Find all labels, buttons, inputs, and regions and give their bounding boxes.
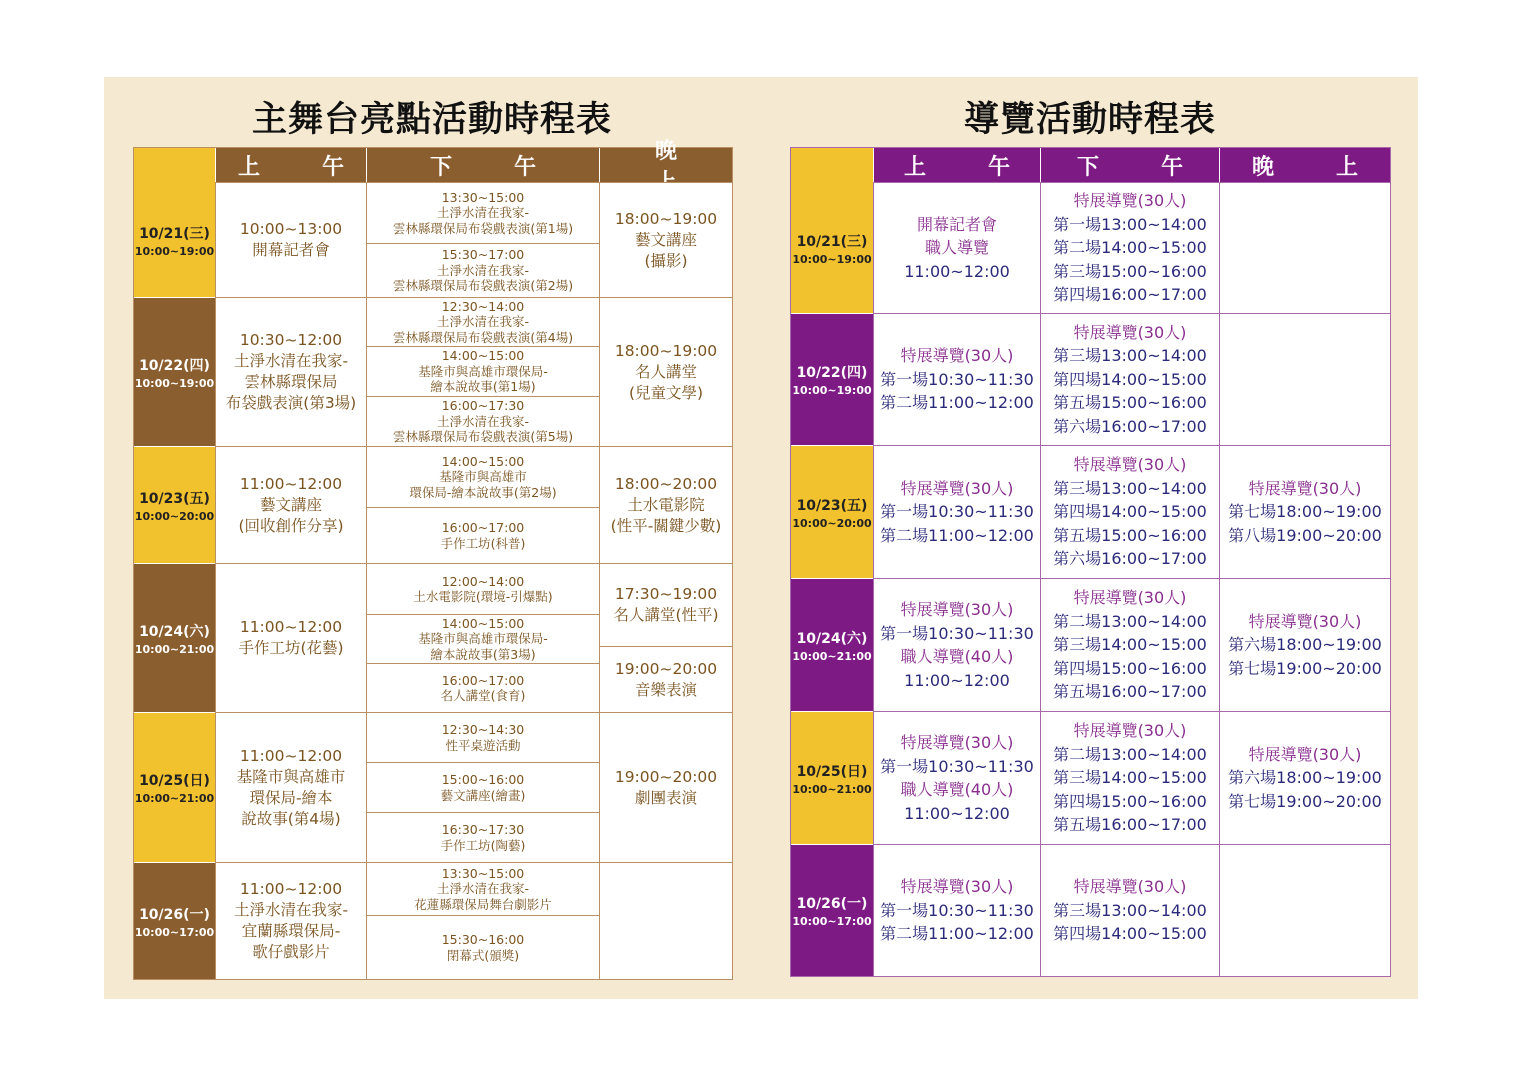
activity-line: 第一場13:00~14:00 — [1053, 214, 1207, 234]
activity-line: 第七場19:00~20:00 — [1228, 791, 1382, 811]
opening-hours: 10:00~17:00 — [792, 915, 872, 928]
afternoon-activity: 12:00~14:00 土水電影院(環境-引爆點) — [366, 563, 599, 614]
activity-line: 第二場11:00~12:00 — [880, 525, 1034, 545]
activity-line: 開幕記者會 — [916, 214, 997, 234]
morning-activity: 11:00~12:00 基隆市與高雄市 環保局-繪本 說故事(第4場) — [215, 712, 366, 862]
opening-hours: 10:00~19:00 — [792, 384, 872, 397]
activity-line: 特展導覽(30人) — [1073, 588, 1187, 608]
activity-line: 特展導覽(30人) — [1073, 322, 1187, 342]
date-cell — [134, 712, 215, 862]
activity-lines — [1053, 586, 1207, 704]
activity-lines — [904, 213, 1010, 284]
activity-line: 特展導覽(30人) — [900, 600, 1014, 619]
activity-lines — [1053, 189, 1207, 307]
activity-line: 第三場13:00~14:00 — [1053, 346, 1207, 366]
activity-line: 第一場10:30~11:30 — [880, 369, 1034, 389]
morning-activity — [873, 844, 1040, 976]
date-label: 10/21(三) — [139, 225, 210, 242]
activity-line: 職人導覽 — [924, 238, 989, 258]
date-cell — [791, 578, 873, 711]
evening-activity — [1219, 445, 1390, 578]
activity-line: 特展導覽(30人) — [1248, 744, 1362, 764]
activity-line: 第一場10:30~11:30 — [880, 756, 1034, 776]
activity-line: 第五場16:00~17:00 — [1053, 815, 1207, 835]
header-afternoon: 下 午 — [366, 148, 599, 182]
activity-lines — [1053, 321, 1207, 439]
opening-hours: 10:00~19:00 — [792, 252, 872, 266]
activity-line: 第三場14:00~15:00 — [1053, 635, 1207, 655]
activity-lines — [880, 875, 1034, 946]
afternoon-activity: 16:00~17:00 名人講堂(食育) — [366, 663, 599, 712]
evening-activity: 17:30~19:00 名人講堂(性平) — [599, 563, 732, 646]
date-label: 10/26(一) — [796, 896, 868, 912]
afternoon-activity — [1040, 182, 1219, 313]
activity-line: 第四場16:00~17:00 — [1053, 285, 1207, 305]
morning-activity — [873, 445, 1040, 578]
activity-line: 第一場10:30~11:30 — [880, 502, 1034, 522]
activity-line: 第三場13:00~14:00 — [1053, 478, 1207, 498]
evening-activity: 18:00~19:00 藝文講座 (攝影) — [599, 182, 732, 297]
activity-line: 第三場13:00~14:00 — [1053, 900, 1207, 920]
date-label: 10/26(一) — [139, 906, 210, 923]
date-cell — [134, 297, 215, 446]
activity-line: 第三場15:00~16:00 — [1053, 261, 1207, 281]
opening-hours: 10:00~19:00 — [134, 376, 215, 390]
date-label: 10/21(三) — [796, 233, 868, 250]
main-stage-schedule-table — [133, 139, 740, 980]
date-label: 10/23(五) — [796, 497, 868, 514]
afternoon-activity: 16:00~17:30 土淨水清在我家- 雲林縣環保局布袋戲表演(第5場) — [366, 396, 599, 446]
afternoon-activity: 15:30~17:00 土淨水清在我家- 雲林縣環保局布袋戲表演(第2場) — [366, 243, 599, 297]
activity-line: 第二場14:00~15:00 — [1053, 238, 1207, 258]
afternoon-activity: 14:00~15:00 基隆市與高雄市環保局- 繪本說故事(第1場) — [366, 346, 599, 396]
activity-line: 第二場13:00~14:00 — [1053, 611, 1207, 631]
header-corner — [791, 148, 873, 182]
afternoon-activity: 13:30~15:00 土淨水清在我家- 花蓮縣環保局舞台劇影片 — [366, 862, 599, 915]
opening-hours: 10:00~17:00 — [134, 925, 215, 939]
date-label: 10/25(日) — [796, 763, 868, 780]
activity-lines — [1053, 453, 1207, 571]
activity-line: 第八場19:00~20:00 — [1228, 525, 1382, 545]
afternoon-activity: 16:00~17:00 手作工坊(科普) — [366, 507, 599, 563]
evening-activity — [1219, 711, 1390, 844]
afternoon-activity — [1040, 313, 1219, 445]
afternoon-activity — [1040, 711, 1219, 844]
activity-lines — [1053, 719, 1207, 837]
afternoon-activity: 13:30~15:00 土淨水清在我家- 雲林縣環保局布袋戲表演(第1場) — [366, 182, 599, 243]
opening-hours: 10:00~21:00 — [792, 649, 872, 663]
date-cell — [791, 182, 873, 313]
activity-line: 特展導覽(30人) — [900, 733, 1014, 752]
evening-activity — [1219, 313, 1390, 445]
activity-line: 第四場15:00~16:00 — [1053, 791, 1207, 811]
tour-title: 導覽活動時程表 — [963, 100, 1216, 140]
opening-hours: 10:00~20:00 — [134, 509, 215, 523]
activity-lines — [880, 477, 1034, 548]
activity-line: 特展導覽(30人) — [1248, 478, 1362, 498]
date-cell — [134, 446, 215, 563]
activity-line: 11:00~12:00 — [904, 261, 1010, 281]
activity-line: 第七場18:00~19:00 — [1228, 502, 1382, 522]
date-label: 10/23(五) — [139, 490, 210, 507]
date-label: 10/22(四) — [139, 357, 210, 374]
activity-line: 第六場16:00~17:00 — [1053, 549, 1207, 569]
activity-line: 第二場11:00~12:00 — [880, 393, 1034, 413]
opening-hours: 10:00~21:00 — [134, 642, 215, 656]
evening-activity: 19:00~20:00 音樂表演 — [599, 646, 732, 712]
afternoon-activity: 12:30~14:30 性平桌遊活動 — [366, 712, 599, 762]
activity-lines — [880, 731, 1034, 825]
morning-activity: 11:00~12:00 手作工坊(花藝) — [215, 563, 366, 712]
morning-activity — [873, 182, 1040, 313]
opening-hours: 10:00~21:00 — [134, 792, 215, 805]
date-cell — [791, 313, 873, 445]
afternoon-activity — [1040, 578, 1219, 711]
evening-activity — [1219, 182, 1390, 313]
date-cell — [791, 844, 873, 976]
activity-line: 第四場15:00~16:00 — [1053, 658, 1207, 678]
evening-activity — [1219, 844, 1390, 976]
morning-activity — [873, 313, 1040, 445]
afternoon-activity: 12:30~14:00 土淨水清在我家- 雲林縣環保局布袋戲表演(第4場) — [366, 297, 599, 346]
date-label: 10/25(日) — [139, 773, 210, 789]
activity-line: 第一場10:30~11:30 — [880, 900, 1034, 920]
opening-hours: 10:00~19:00 — [134, 244, 215, 258]
activity-line: 第四場14:00~15:00 — [1053, 502, 1207, 522]
activity-line: 特展導覽(30人) — [900, 478, 1014, 498]
activity-lines — [1228, 610, 1382, 681]
activity-line: 職人導覽(40人) — [900, 780, 1014, 799]
afternoon-activity: 15:00~16:00 藝文講座(繪畫) — [366, 762, 599, 812]
main-stage-title: 主舞台亮點活動時程表 — [251, 100, 612, 140]
afternoon-activity: 15:30~16:00 閉幕式(頒獎) — [366, 915, 599, 979]
activity-line: 特展導覽(30人) — [1073, 455, 1187, 475]
afternoon-activity: 14:00~15:00 基隆市與高雄市 環保局-繪本說故事(第2場) — [366, 446, 599, 507]
activity-lines — [1053, 875, 1207, 946]
activity-lines — [1228, 743, 1382, 814]
afternoon-activity — [1040, 844, 1219, 976]
activity-line: 第七場19:00~20:00 — [1228, 658, 1382, 678]
afternoon-activity — [1040, 445, 1219, 578]
evening-activity: 18:00~19:00 名人講堂 (兒童文學) — [599, 297, 732, 446]
activity-line: 職人導覽(40人) — [900, 647, 1014, 666]
evening-activity: 18:00~20:00 土水電影院 (性平-關鍵少數) — [599, 446, 732, 563]
activity-line: 特展導覽(30人) — [1073, 877, 1187, 897]
activity-line: 特展導覽(30人) — [900, 877, 1014, 897]
header-corner — [134, 148, 215, 182]
header-afternoon: 下 午 — [1040, 148, 1219, 182]
date-label: 10/22(四) — [796, 365, 868, 381]
date-cell — [134, 182, 215, 297]
header-evening: 晚 上 — [1219, 148, 1390, 182]
activity-line: 特展導覽(30人) — [1248, 611, 1362, 631]
date-cell — [791, 711, 873, 844]
morning-activity — [873, 578, 1040, 711]
evening-activity — [599, 862, 732, 979]
activity-line: 第六場18:00~19:00 — [1228, 635, 1382, 655]
evening-activity — [1219, 578, 1390, 711]
tour-schedule-table — [790, 147, 1391, 977]
activity-lines — [880, 598, 1034, 692]
activity-line: 第二場11:00~12:00 — [880, 924, 1034, 944]
date-cell — [134, 563, 215, 712]
activity-line: 特展導覽(30人) — [1073, 721, 1187, 741]
evening-activity: 19:00~20:00 劇團表演 — [599, 712, 732, 862]
activity-line: 第四場14:00~15:00 — [1053, 369, 1207, 389]
header-morning: 上 午 — [873, 148, 1040, 182]
activity-line: 第六場18:00~19:00 — [1228, 768, 1382, 788]
activity-line: 第一場10:30~11:30 — [880, 623, 1034, 643]
morning-activity: 11:00~12:00 藝文講座 (回收創作分享) — [215, 446, 366, 563]
activity-lines — [880, 344, 1034, 415]
morning-activity: 10:30~12:00 土淨水清在我家- 雲林縣環保局 布袋戲表演(第3場) — [215, 297, 366, 446]
afternoon-activity: 14:00~15:00 基隆市與高雄市環保局- 繪本說故事(第3場) — [366, 614, 599, 663]
activity-line: 第五場15:00~16:00 — [1053, 393, 1207, 413]
activity-line: 11:00~12:00 — [904, 803, 1010, 823]
morning-activity: 10:00~13:00 開幕記者會 — [215, 182, 366, 297]
date-cell — [791, 445, 873, 578]
morning-activity — [873, 711, 1040, 844]
opening-hours: 10:00~20:00 — [792, 516, 872, 530]
activity-line: 第五場16:00~17:00 — [1053, 682, 1207, 702]
activity-line: 第二場13:00~14:00 — [1053, 744, 1207, 764]
activity-line: 特展導覽(30人) — [1073, 191, 1187, 211]
activity-line: 第五場15:00~16:00 — [1053, 525, 1207, 545]
activity-line: 11:00~12:00 — [904, 670, 1010, 690]
opening-hours: 10:00~21:00 — [792, 782, 872, 796]
date-cell — [134, 862, 215, 979]
morning-activity: 11:00~12:00 土淨水清在我家- 宜蘭縣環保局- 歌仔戲影片 — [215, 862, 366, 979]
date-label: 10/24(六) — [796, 630, 868, 647]
header-evening: 晚 上 — [599, 148, 732, 182]
activity-line: 特展導覽(30人) — [900, 346, 1014, 366]
activity-line: 第三場14:00~15:00 — [1053, 768, 1207, 788]
afternoon-activity: 16:30~17:30 手作工坊(陶藝) — [366, 812, 599, 862]
header-morning: 上 午 — [215, 148, 366, 182]
activity-lines — [1228, 477, 1382, 548]
activity-line: 第四場14:00~15:00 — [1053, 924, 1207, 944]
date-label: 10/24(六) — [139, 623, 210, 640]
activity-line: 第六場16:00~17:00 — [1053, 416, 1207, 436]
